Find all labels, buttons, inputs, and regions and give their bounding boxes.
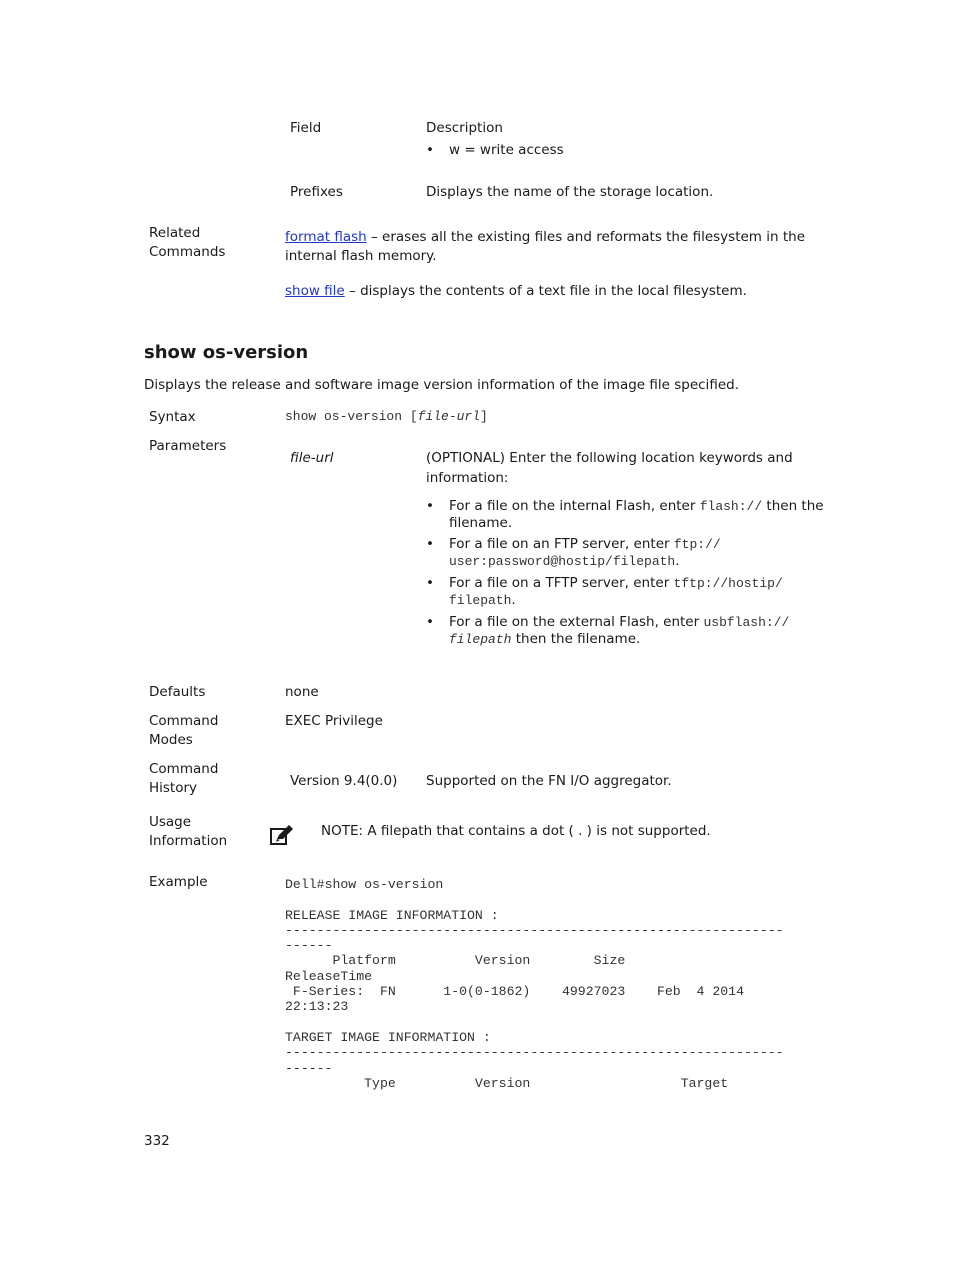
table-header-field: Field (290, 120, 322, 136)
related-item-show-file: show file – displays the contents of a text file in the local filesystem. (285, 283, 747, 299)
example-code-block: Dell#show os-version RELEASE IMAGE INFORMATION : --------------------------------------------------------------- ------ Platform Version Size ReleaseTime F-Series: FN 1-0(0-1862) 49927023 Feb 4 2014 22:13:23 TARGET IMAGE INFORMATION : --------------------------------------------------------------- ------ Type Version Target (285, 877, 784, 1091)
command-history-label: Command History (149, 761, 219, 796)
syntax-label: Syntax (149, 409, 196, 425)
bullet-marker: • (426, 614, 434, 630)
table-row-field: Prefixes (290, 184, 343, 200)
param-name: file-url (290, 450, 334, 466)
format-flash-link[interactable]: format flash (285, 229, 367, 245)
param-bullet-4: For a file on the external Flash, enter usbflash:// filepath then the filename. (449, 614, 790, 647)
table-row-description: Displays the name of the storage location. (426, 184, 714, 200)
table-header-description: Description (426, 120, 503, 136)
defaults-label: Defaults (149, 684, 206, 700)
usage-note: NOTE: A filepath that contains a dot ( . ) is not supported. (321, 823, 711, 839)
param-bullet-2: For a file on an FTP server, enter ftp:// user:password@hostip/filepath. (449, 536, 721, 569)
param-bullet-3: For a file on a TFTP server, enter tftp://hostip/ filepath. (449, 575, 783, 608)
command-modes-value: EXEC Privilege (285, 713, 383, 729)
pencil-note-icon (270, 824, 294, 848)
history-description: Supported on the FN I/O aggregator. (426, 773, 672, 789)
command-modes-label: Command Modes (149, 713, 219, 748)
bullet-marker: • (426, 536, 434, 552)
syntax-command: show os-version [file-url] (285, 409, 488, 424)
history-version: Version 9.4(0.0) (290, 773, 398, 789)
show-file-link[interactable]: show file (285, 283, 345, 299)
bullet-marker: • (426, 142, 434, 158)
section-title: show os-version (144, 342, 309, 363)
table-bullet-text: w = write access (449, 142, 564, 158)
defaults-value: none (285, 684, 319, 700)
param-description: (OPTIONAL) Enter the following location keywords and information: (426, 450, 793, 486)
section-intro: Displays the release and software image version information of the image file specified. (144, 377, 739, 393)
example-label: Example (149, 874, 208, 890)
parameters-label: Parameters (149, 438, 227, 454)
page-number: 332 (144, 1133, 170, 1149)
param-bullet-1: For a file on the internal Flash, enter flash:// then the filename. (449, 498, 824, 531)
related-label: Related Commands (149, 225, 226, 260)
usage-label: Usage Information (149, 814, 228, 849)
related-item-format-flash: format flash – erases all the existing files and reformats the filesystem in the internal flash memory. (285, 229, 805, 264)
bullet-marker: • (426, 575, 434, 591)
bullet-marker: • (426, 498, 434, 514)
